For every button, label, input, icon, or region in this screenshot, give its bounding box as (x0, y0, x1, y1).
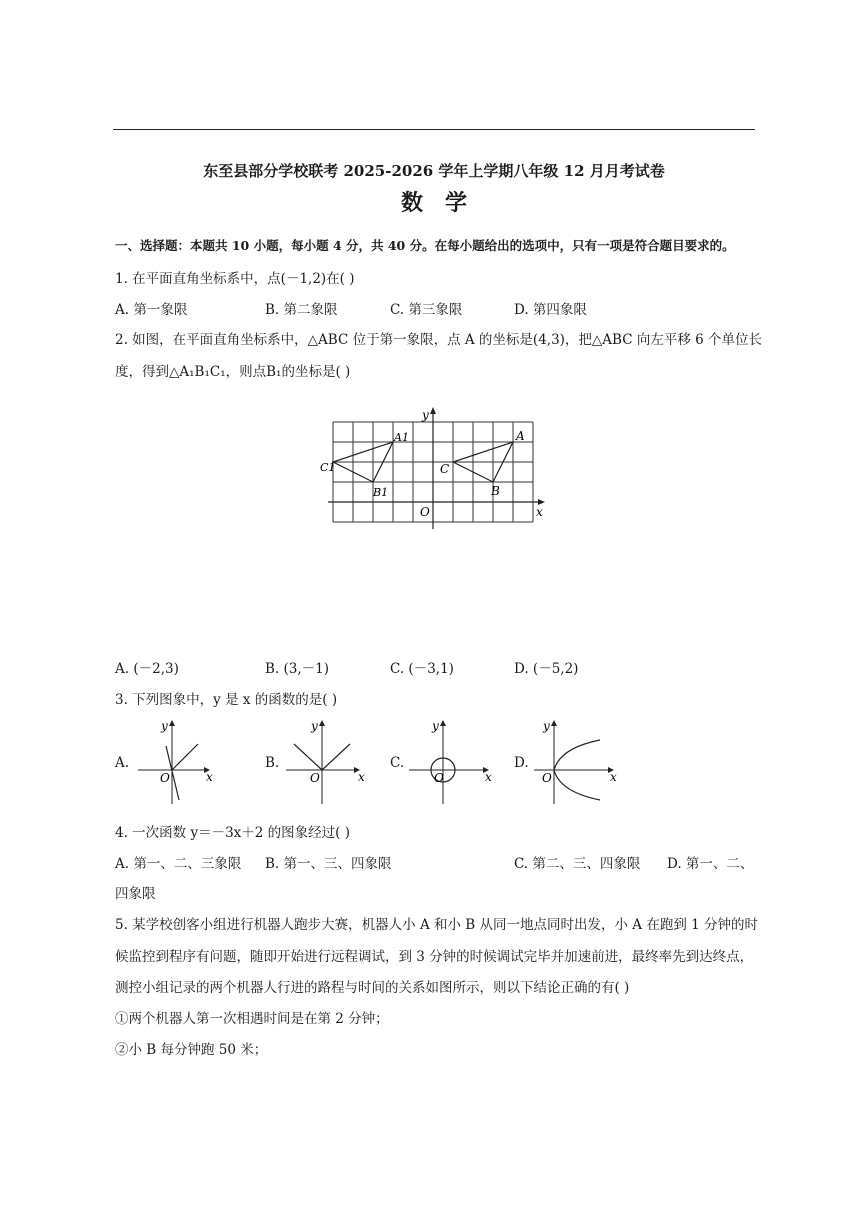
svg-text:x: x (610, 770, 617, 784)
q3-graph-d (530, 714, 620, 806)
q3-option-d-letter: D. (514, 755, 529, 771)
q2-option-b: B. (3,－1) (265, 661, 330, 677)
svg-text:y: y (432, 719, 439, 733)
exam-title: 东至县部分学校联考 2025-2026 学年上学期八年级 12 月月考试卷 (203, 162, 665, 180)
q3-option-b-letter: B. (265, 755, 280, 771)
q3-graph-b (280, 714, 370, 806)
svg-text:O: O (434, 771, 444, 785)
label-y: y (422, 408, 429, 422)
svg-text:x: x (358, 770, 365, 784)
q5-line2: 候监控到程序有问题，随即开始进行远程调试，到 3 分钟的时候调试完毕并加速前进，最终率先到达终点， (115, 949, 754, 965)
label-x: x (536, 505, 543, 519)
q5-line1: 5. 某学校创客小组进行机器人跑步大赛，机器人小 A 和小 B 从同一地点同时出发，小 A 在跑到 1 分钟的时 (115, 917, 759, 933)
label-b: B (491, 484, 500, 498)
q2-stem-line1: 2. 如图，在平面直角坐标系中，△ABC 位于第一象限，点 A 的坐标是(4,3)，把△ABC 向左平移 6 个单位长 (115, 332, 763, 348)
q2-option-d: D. (－5,2) (514, 661, 579, 677)
q1-option-b: B. 第二象限 (265, 302, 338, 318)
svg-text:O: O (160, 771, 170, 785)
q4-option-b: B. 第一、三、四象限 (265, 856, 392, 872)
q2-option-a: A. (－2,3) (115, 661, 179, 677)
svg-text:O: O (542, 771, 552, 785)
q3-graph-a (130, 714, 220, 806)
label-b1: B1 (373, 486, 389, 499)
q4-option-a: A. 第一、二、三象限 (115, 856, 242, 872)
svg-text:y: y (161, 719, 168, 733)
svg-text:O: O (310, 771, 320, 785)
q1-option-d: D. 第四象限 (514, 302, 587, 318)
label-a1: A1 (394, 431, 409, 444)
svg-text:x: x (206, 770, 213, 784)
label-origin: O (420, 505, 430, 519)
q4-stem: 4. 一次函数 y＝－3x＋2 的图象经过( ) (115, 825, 350, 841)
q4-option-d: D. 第一、二、 (667, 856, 754, 872)
svg-text:y: y (543, 719, 550, 733)
q5-claim2: ②小 B 每分钟跑 50 米； (115, 1042, 268, 1058)
q3-option-c-letter: C. (390, 755, 405, 771)
q4-option-c: C. 第二、三、四象限 (514, 856, 641, 872)
q5-claim1: ①两个机器人第一次相遇时间是在第 2 分钟； (115, 1011, 389, 1027)
section-heading: 一、选择题：本题共 10 小题，每小题 4 分，共 40 分。在每小题给出的选项中，只有一项是符合题目要求的。 (115, 238, 735, 253)
label-c1: C1 (320, 461, 336, 474)
q2-stem-line2: 度，得到△A₁B₁C₁，则点B₁的坐标是( ) (115, 364, 351, 380)
subject-title: 数学 (400, 190, 489, 216)
q3-stem: 3. 下列图象中，y 是 x 的函数的是( ) (115, 692, 338, 708)
q1-option-c: C. 第三象限 (390, 302, 463, 318)
label-c: C (440, 462, 450, 476)
q5-line3: 测控小组记录的两个机器人行进的路程与时间的关系如图所示，则以下结论正确的有( ) (115, 980, 630, 996)
svg-text:x: x (485, 770, 492, 784)
q2-option-c: C. (－3,1) (390, 661, 454, 677)
q3-option-a-letter: A. (115, 755, 130, 771)
q4-option-d-wrap: 四象限 (115, 886, 156, 902)
q1-option-a: A. 第一象限 (115, 302, 188, 318)
top-rule (113, 129, 755, 130)
q2-grid-figure (318, 405, 548, 530)
q1-stem: 1. 在平面直角坐标系中，点(－1,2)在( ) (115, 271, 355, 287)
q3-graph-c (405, 714, 495, 806)
svg-text:y: y (311, 719, 318, 733)
label-a: A (516, 429, 525, 443)
y-axis-arrow (430, 407, 436, 414)
